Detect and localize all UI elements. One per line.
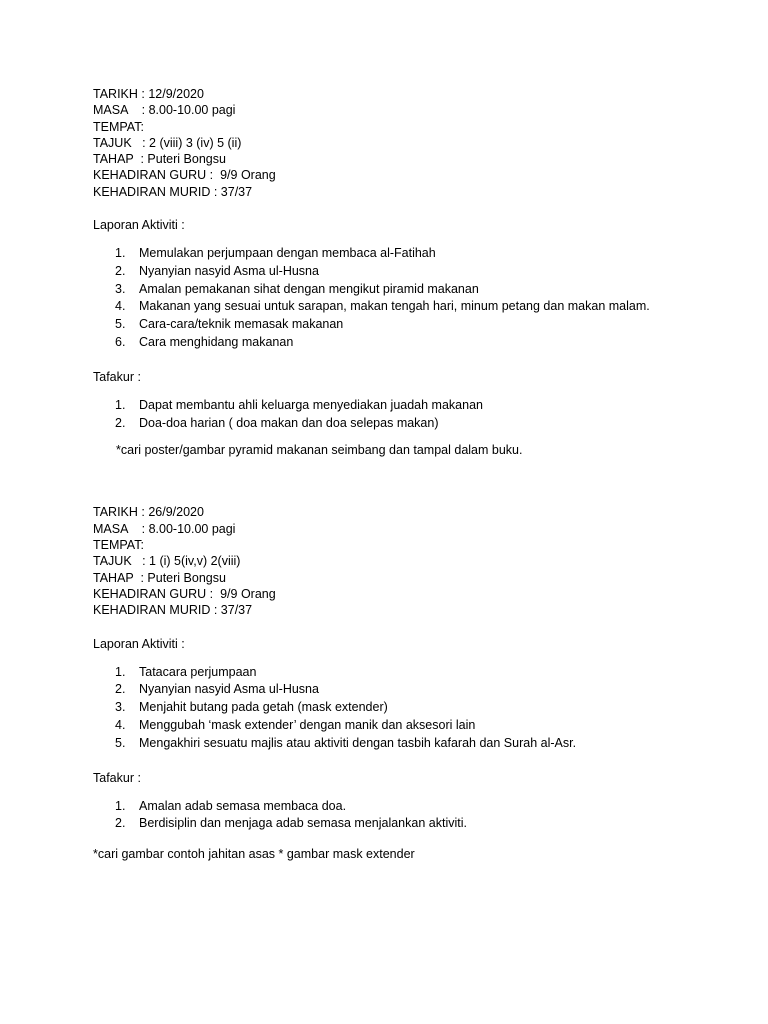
list-item: 2. Berdisiplin dan menjaga adab semasa menjalankan aktiviti. bbox=[115, 816, 467, 831]
student-attendance-line: KEHADIRAN MURID : 37/37 bbox=[93, 184, 253, 199]
header-block bbox=[93, 86, 733, 200]
reflection-label: Tafakur : bbox=[93, 369, 141, 384]
time-line: MASA : 8.00-10.00 pagi bbox=[93, 521, 236, 536]
level-line: TAHAP : Puteri Bongsu bbox=[93, 570, 226, 585]
list-item: 4. Makanan yang sesuai untuk sarapan, makan tengah hari, minum petang dan makan malam. bbox=[115, 299, 650, 314]
list-item: 3. Amalan pemakanan sihat dengan mengikut piramid makanan bbox=[115, 281, 479, 296]
list-item: 6. Cara menghidang makanan bbox=[115, 335, 294, 350]
teacher-attendance-line: KEHADIRAN GURU : 9/9 Orang bbox=[93, 586, 276, 601]
report-section-1 bbox=[93, 86, 733, 458]
activity-report-label: Laporan Aktiviti : bbox=[93, 636, 185, 651]
date-line: TARIKH : 26/9/2020 bbox=[93, 505, 204, 520]
document-page bbox=[93, 86, 733, 862]
student-attendance-line: KEHADIRAN MURID : 37/37 bbox=[93, 603, 253, 618]
topic-line: TAJUK : 1 (i) 5(iv,v) 2(viii) bbox=[93, 554, 241, 569]
list-item: 2. Nyanyian nasyid Asma ul-Husna bbox=[115, 682, 319, 697]
activity-report-label: Laporan Aktiviti : bbox=[93, 218, 185, 233]
list-item: 2. Doa-doa harian ( doa makan dan doa selepas makan) bbox=[115, 415, 439, 430]
list-item: 4. Menggubah ‘mask extender’ dengan manik dan aksesori lain bbox=[115, 717, 476, 732]
list-item: 1. Dapat membantu ahli keluarga menyediakan juadah makanan bbox=[115, 397, 483, 412]
list-item: 1. Memulakan perjumpaan dengan membaca al-Fatihah bbox=[115, 246, 436, 261]
teacher-attendance-line: KEHADIRAN GURU : 9/9 Orang bbox=[93, 168, 276, 183]
place-line: TEMPAT: bbox=[93, 538, 144, 553]
list-item: 1. Tatacara perjumpaan bbox=[115, 664, 257, 679]
homework-note: *cari poster/gambar pyramid makanan seimbang dan tampal dalam buku. bbox=[116, 443, 523, 458]
list-item: 5. Mengakhiri sesuatu majlis atau aktiviti dengan tasbih kafarah dan Surah al-Asr. bbox=[115, 735, 577, 750]
list-item: 2. Nyanyian nasyid Asma ul-Husna bbox=[115, 263, 319, 278]
section-spacer bbox=[93, 458, 733, 504]
list-item: 5. Cara-cara/teknik memasak makanan bbox=[115, 317, 344, 332]
list-item: 3. Menjahit butang pada getah (mask extender) bbox=[115, 700, 388, 715]
report-section-2 bbox=[93, 504, 733, 862]
reflection-list bbox=[93, 798, 733, 834]
homework-note: *cari gambar contoh jahitan asas * gambar mask extender bbox=[93, 847, 415, 862]
reflection-list bbox=[93, 397, 733, 433]
date-line: TARIKH : 12/9/2020 bbox=[93, 87, 204, 101]
activity-report-list bbox=[93, 245, 733, 352]
header-block bbox=[93, 504, 733, 618]
place-line: TEMPAT: bbox=[93, 119, 144, 134]
activity-report-list bbox=[93, 664, 733, 753]
reflection-label: Tafakur : bbox=[93, 770, 141, 785]
level-line: TAHAP : Puteri Bongsu bbox=[93, 152, 226, 167]
list-item: 1. Amalan adab semasa membaca doa. bbox=[115, 798, 347, 813]
time-line: MASA : 8.00-10.00 pagi bbox=[93, 103, 236, 118]
topic-line: TAJUK : 2 (viii) 3 (iv) 5 (ii) bbox=[93, 135, 242, 150]
